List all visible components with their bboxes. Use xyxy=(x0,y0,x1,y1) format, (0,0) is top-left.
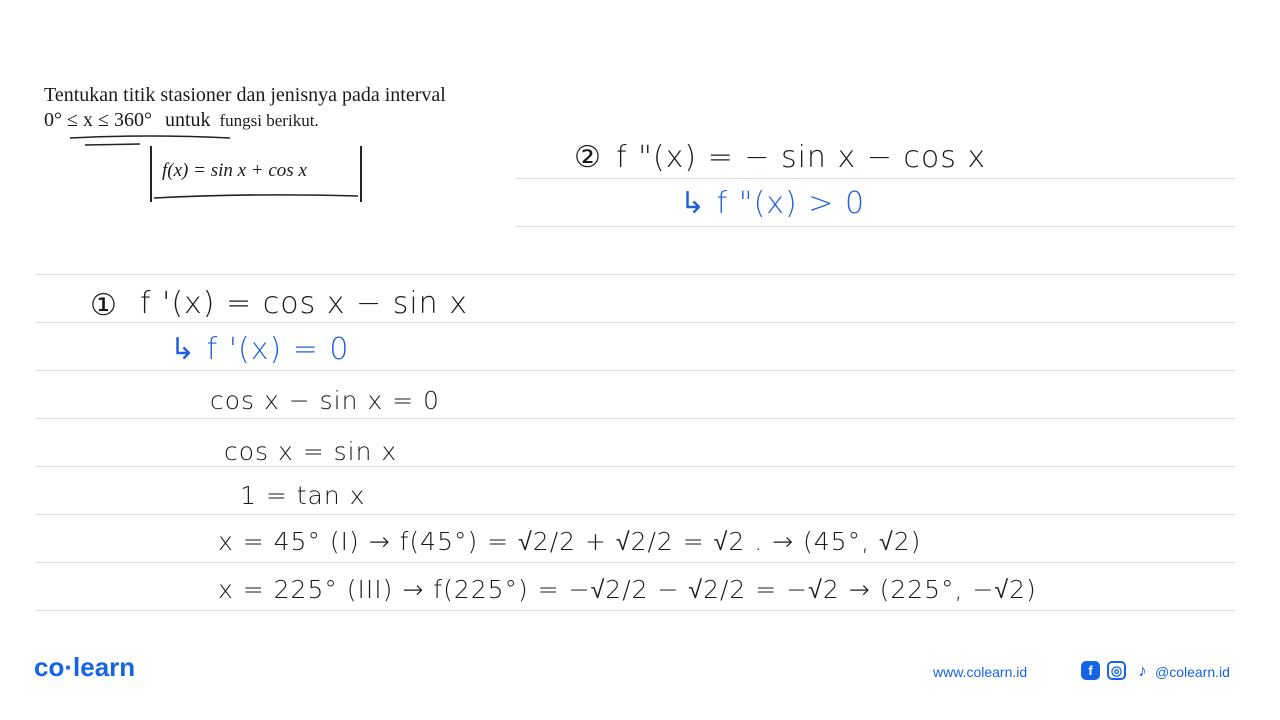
website-link[interactable]: www.colearn.id xyxy=(933,664,1028,680)
step1-tan: 1 = tan x xyxy=(240,481,366,510)
function-text: f(x) = sin x + cos x xyxy=(162,160,307,181)
step1-first-derivative: f '(x) = cos x − sin x xyxy=(140,286,468,321)
logo-left: co xyxy=(34,652,65,682)
step2-condition: ↳ f "(x) > 0 xyxy=(680,186,866,221)
logo-right: learn xyxy=(73,652,136,682)
problem-line-1: Tentukan titik stasioner dan jenisnya pada interval xyxy=(44,84,446,106)
step2-number: ② xyxy=(574,140,602,175)
problem-line-2-small: fungsi berikut. xyxy=(219,111,319,130)
rule-line xyxy=(35,610,1235,611)
step1-number: ① xyxy=(90,288,118,323)
rule-line xyxy=(35,514,1235,515)
interval-text: 0° ≤ x ≤ 360° xyxy=(44,109,152,131)
logo-dot: · xyxy=(64,652,74,682)
instagram-icon[interactable]: ◎ xyxy=(1107,661,1126,680)
rule-line xyxy=(35,562,1235,563)
rule-line xyxy=(35,274,1235,275)
rule-line xyxy=(35,466,1235,467)
step1-equation: cos x − sin x = 0 xyxy=(210,386,440,415)
step1-cos-eq-sin: cos x = sin x xyxy=(224,437,398,466)
tiktok-icon[interactable]: ♪ xyxy=(1138,660,1147,680)
step1-condition: ↳ f '(x) = 0 xyxy=(170,332,350,367)
colearn-logo xyxy=(34,652,135,683)
facebook-icon[interactable]: f xyxy=(1081,661,1100,680)
rule-line xyxy=(35,322,1235,323)
rule-line xyxy=(35,418,1235,419)
rule-line xyxy=(515,226,1235,227)
social-handle[interactable]: @colearn.id xyxy=(1155,664,1230,680)
step1-solution-225: x = 225° (III) → f(225°) = −√2/2 − √2/2 = −√2 → (225°, −√2) xyxy=(218,575,1037,604)
rule-line xyxy=(515,178,1235,179)
step1-solution-45: x = 45° (I) → f(45°) = √2/2 + √2/2 = √2 . → (45°, √2) xyxy=(218,527,922,556)
function-underline xyxy=(150,190,365,206)
problem-line-2-tail: untuk xyxy=(164,109,211,131)
step2-second-derivative: f "(x) = − sin x − cos x xyxy=(616,140,987,175)
rule-line xyxy=(35,370,1235,371)
